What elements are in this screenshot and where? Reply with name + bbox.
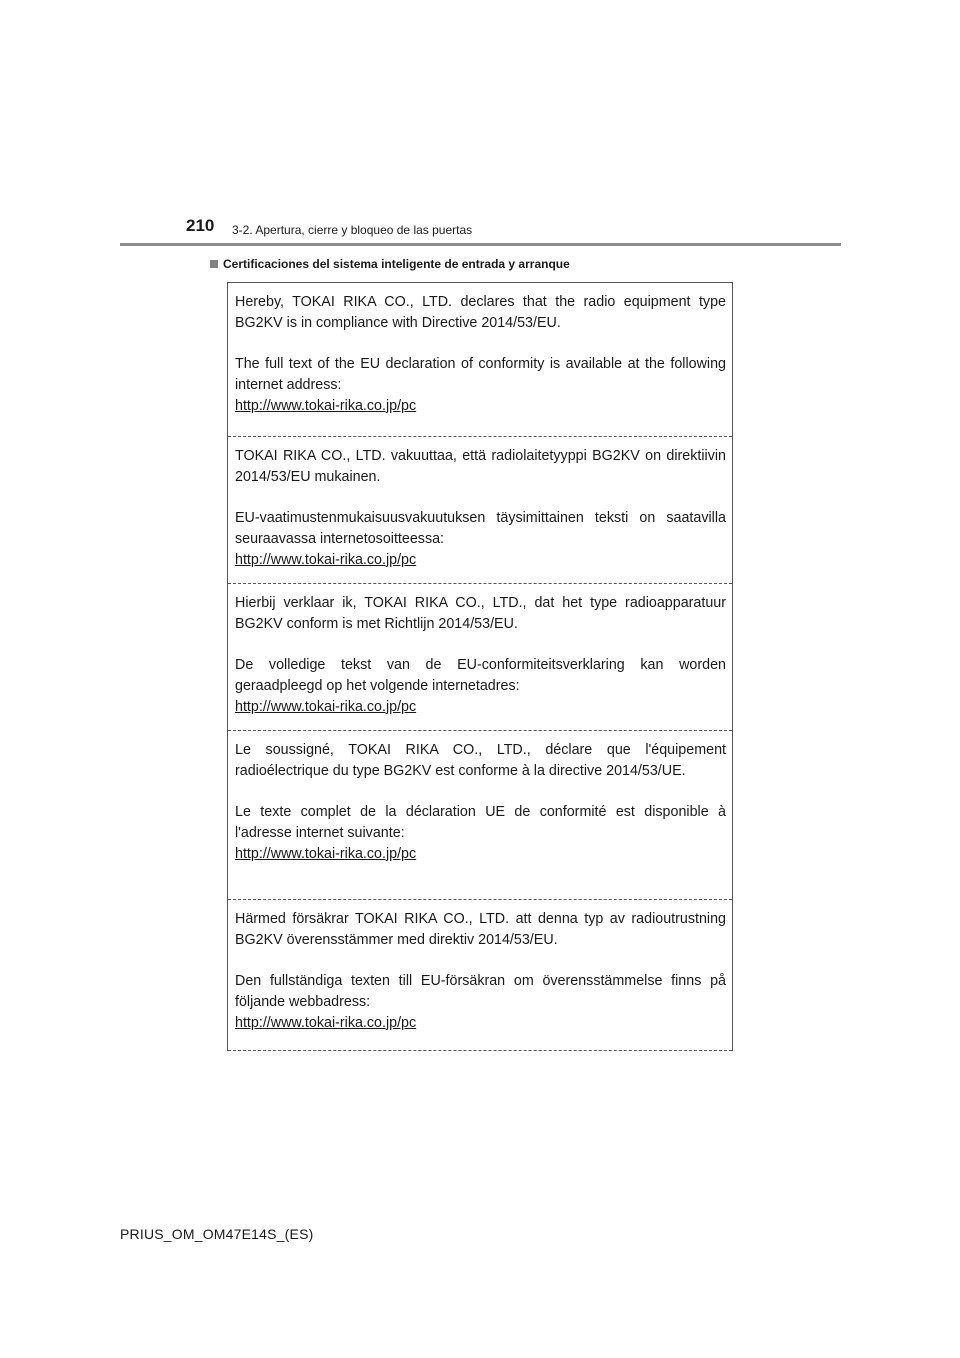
declaration-url[interactable]: http://www.tokai-rika.co.jp/pc [235, 845, 417, 862]
declaration-french [228, 731, 732, 900]
declaration-availability: De volledige tekst van de EU-conformiteitsverklaring kan worden geraadpleegd op het volgende internetadres: http://www.tokai-rika.co.jp/pc [235, 655, 726, 717]
declaration-availability: Le texte complet de la déclaration UE de conformité est disponible à l'adresse internet suivante: http://www.tokai-rika.co.jp/pc [235, 802, 726, 864]
declaration-statement: Le soussigné, TOKAI RIKA CO., LTD., déclare que l'équipement radioélectrique du type BG2KV est conforme à la directive 2014/53/UE. [235, 742, 726, 779]
subheading-text: Certificaciones del sistema inteligente de entrada y arranque [223, 257, 570, 271]
declaration-finnish [228, 437, 732, 584]
declaration-availability: Den fullständiga texten till EU-försäkran om överensstämmelse finns på följande webbadress: http://www.tokai-rika.co.jp/pc [235, 971, 726, 1033]
declaration-english [228, 282, 732, 437]
declaration-availability: EU-vaatimustenmukaisuusvakuutuksen täysimittainen teksti on saatavilla seuraavassa internetosoitteessa: http://www.tokai-rika.co.jp/pc [235, 508, 726, 570]
declaration-url[interactable]: http://www.tokai-rika.co.jp/pc [235, 698, 417, 715]
certification-table [227, 282, 733, 1051]
declaration-statement: Hereby, TOKAI RIKA CO., LTD. declares that the radio equipment type BG2KV is in compliance with Directive 2014/53/EU. [235, 294, 726, 331]
square-bullet-icon [210, 260, 218, 268]
section-title: 3-2. Apertura, cierre y bloqueo de las puertas [232, 223, 473, 237]
subheading [210, 257, 570, 271]
declaration-statement: Hierbij verklaar ik, TOKAI RIKA CO., LTD., dat het type radioapparatuur BG2KV conform is met Richtlijn 2014/53/EU. [235, 595, 726, 632]
declaration-url[interactable]: http://www.tokai-rika.co.jp/pc [235, 1014, 417, 1031]
declaration-url[interactable]: http://www.tokai-rika.co.jp/pc [235, 551, 417, 568]
declaration-url[interactable]: http://www.tokai-rika.co.jp/pc [235, 397, 417, 414]
declaration-dutch [228, 584, 732, 731]
declaration-statement: TOKAI RIKA CO., LTD. vakuuttaa, että radiolaitetyyppi BG2KV on direktiivin 2014/53/EU mukainen. [235, 448, 726, 485]
declaration-swedish [228, 900, 732, 1051]
declaration-availability: The full text of the EU declaration of conformity is available at the following internet address: http://www.tokai-rika.co.jp/pc [235, 354, 726, 416]
declaration-statement: Härmed försäkrar TOKAI RIKA CO., LTD. att denna typ av radioutrustning BG2KV överensstämmer med direktiv 2014/53/EU. [235, 911, 726, 948]
header-divider [120, 243, 841, 246]
page-number: 210 [186, 216, 215, 235]
document-code: PRIUS_OM_OM47E14S_(ES) [120, 1226, 314, 1242]
